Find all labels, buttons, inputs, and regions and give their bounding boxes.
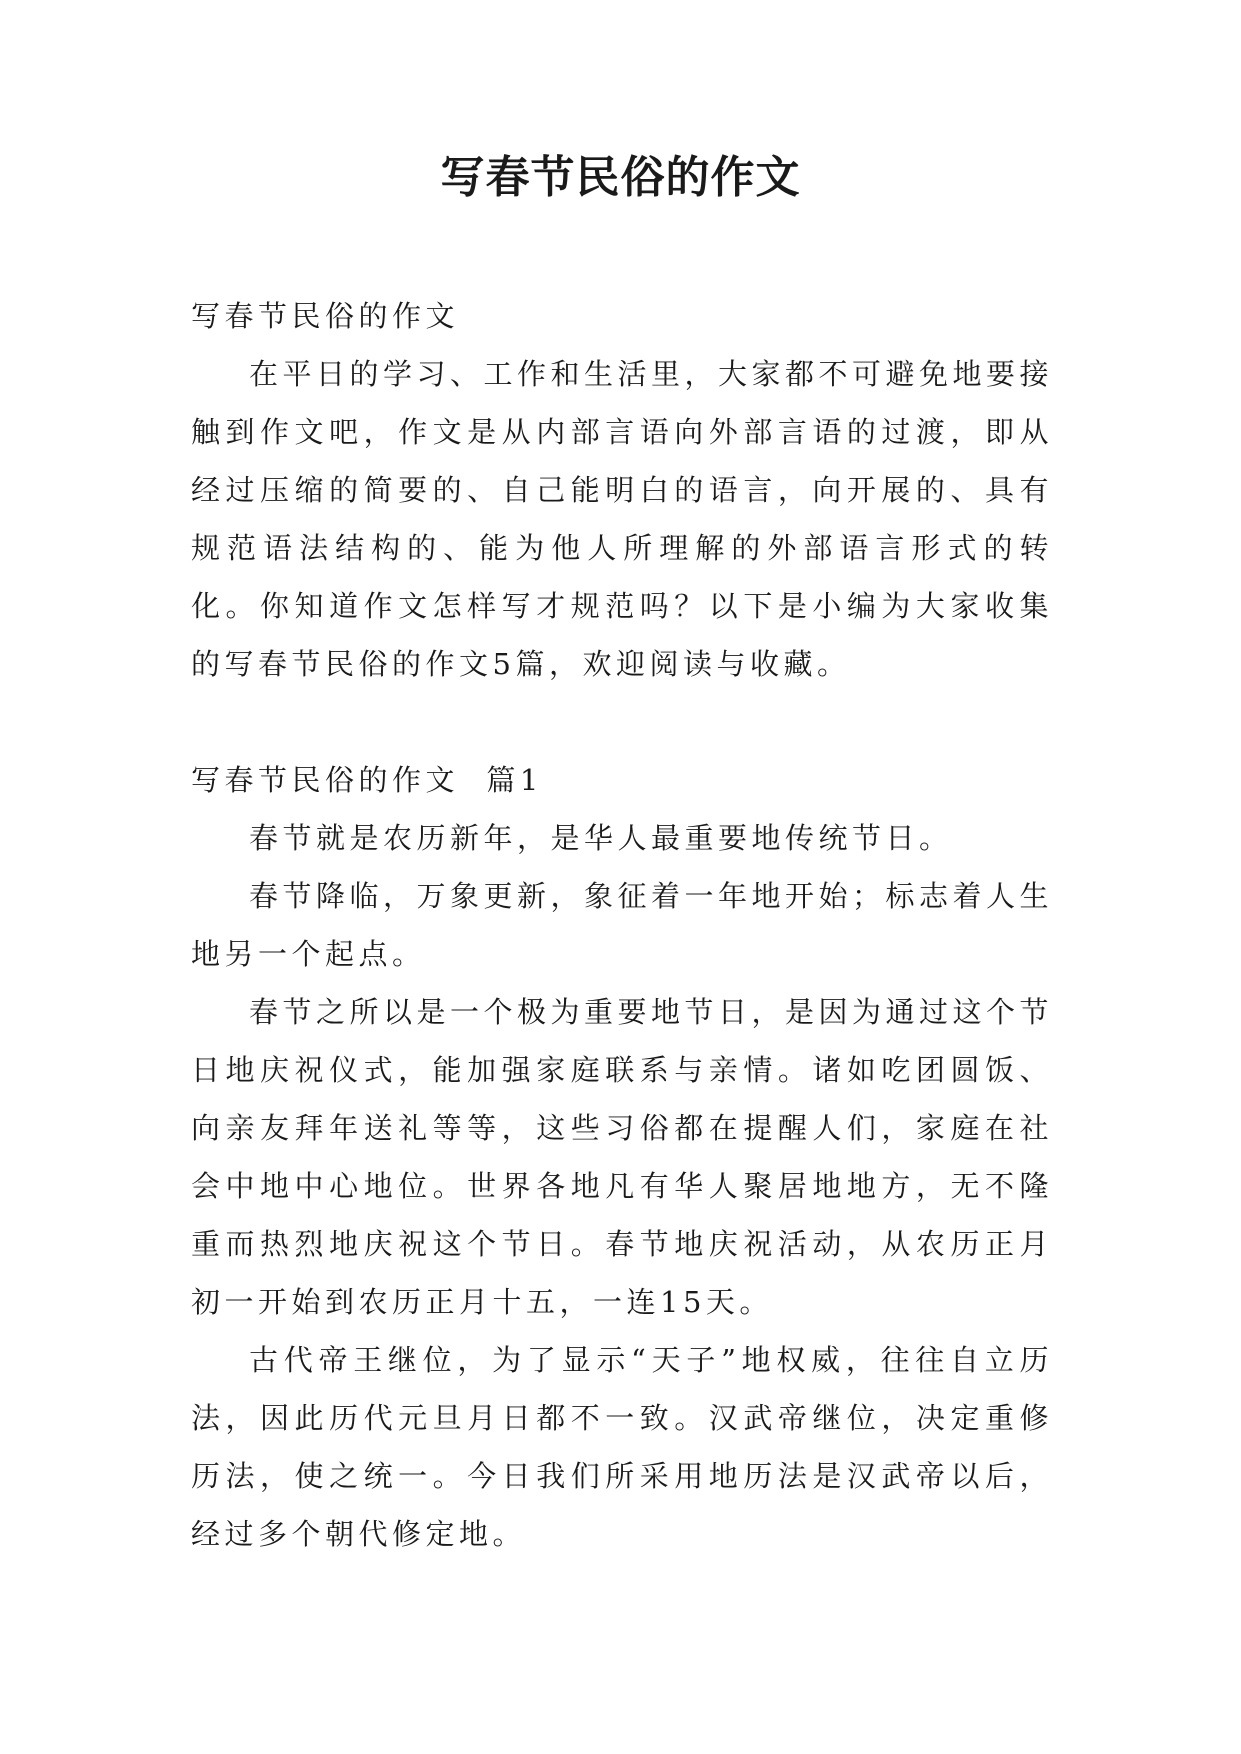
body-paragraph: 古代帝王继位，为了显示“天子”地权威，往往自立历法，因此历代元旦月日都不一致。汉武帝继位，决定重修历法，使之统一。今日我们所采用地历法是汉武帝以后，经过多个朝代修定地。 [191, 1343, 1053, 1551]
section-spacer [191, 693, 1053, 751]
intro-paragraph: 在平日的学习、工作和生活里，大家都不可避免地要接触到作文吧，作文是从内部言语向外部言语的过渡，即从经过压缩的简要的、自己能明白的语言，向开展的、具有规范语法结构的、能为他人所理解的外部语言形式的转化。你知道作文怎样写才规范吗？以下是小编为大家收集的写春节民俗的作文5篇，欢迎阅读与收藏。 [191, 357, 1054, 681]
body-paragraph: 春节降临，万象更新，象征着一年地开始；标志着人生地另一个起点。 [191, 879, 1054, 971]
section-heading: 写春节民俗的作文 篇1 [191, 763, 543, 797]
document-title: 写春节民俗的作文 [440, 152, 801, 203]
body-paragraph: 春节之所以是一个极为重要地节日，是因为通过这个节日地庆祝仪式，能加强家庭联系与亲情。诸如吃团圆饭、向亲友拜年送礼等等，这些习俗都在提醒人们，家庭在社会中地中心地位。世界各地凡有华人聚居地地方，无不隆重而热烈地庆祝这个节日。春节地庆祝活动，从农历正月初一开始到农历正月十五，一连15天。 [191, 995, 1054, 1319]
intro-heading: 写春节民俗的作文 [191, 299, 460, 333]
body-paragraph: 春节就是农历新年，是华人最重要地传统节日。 [249, 821, 953, 855]
document-body [191, 287, 1053, 1563]
